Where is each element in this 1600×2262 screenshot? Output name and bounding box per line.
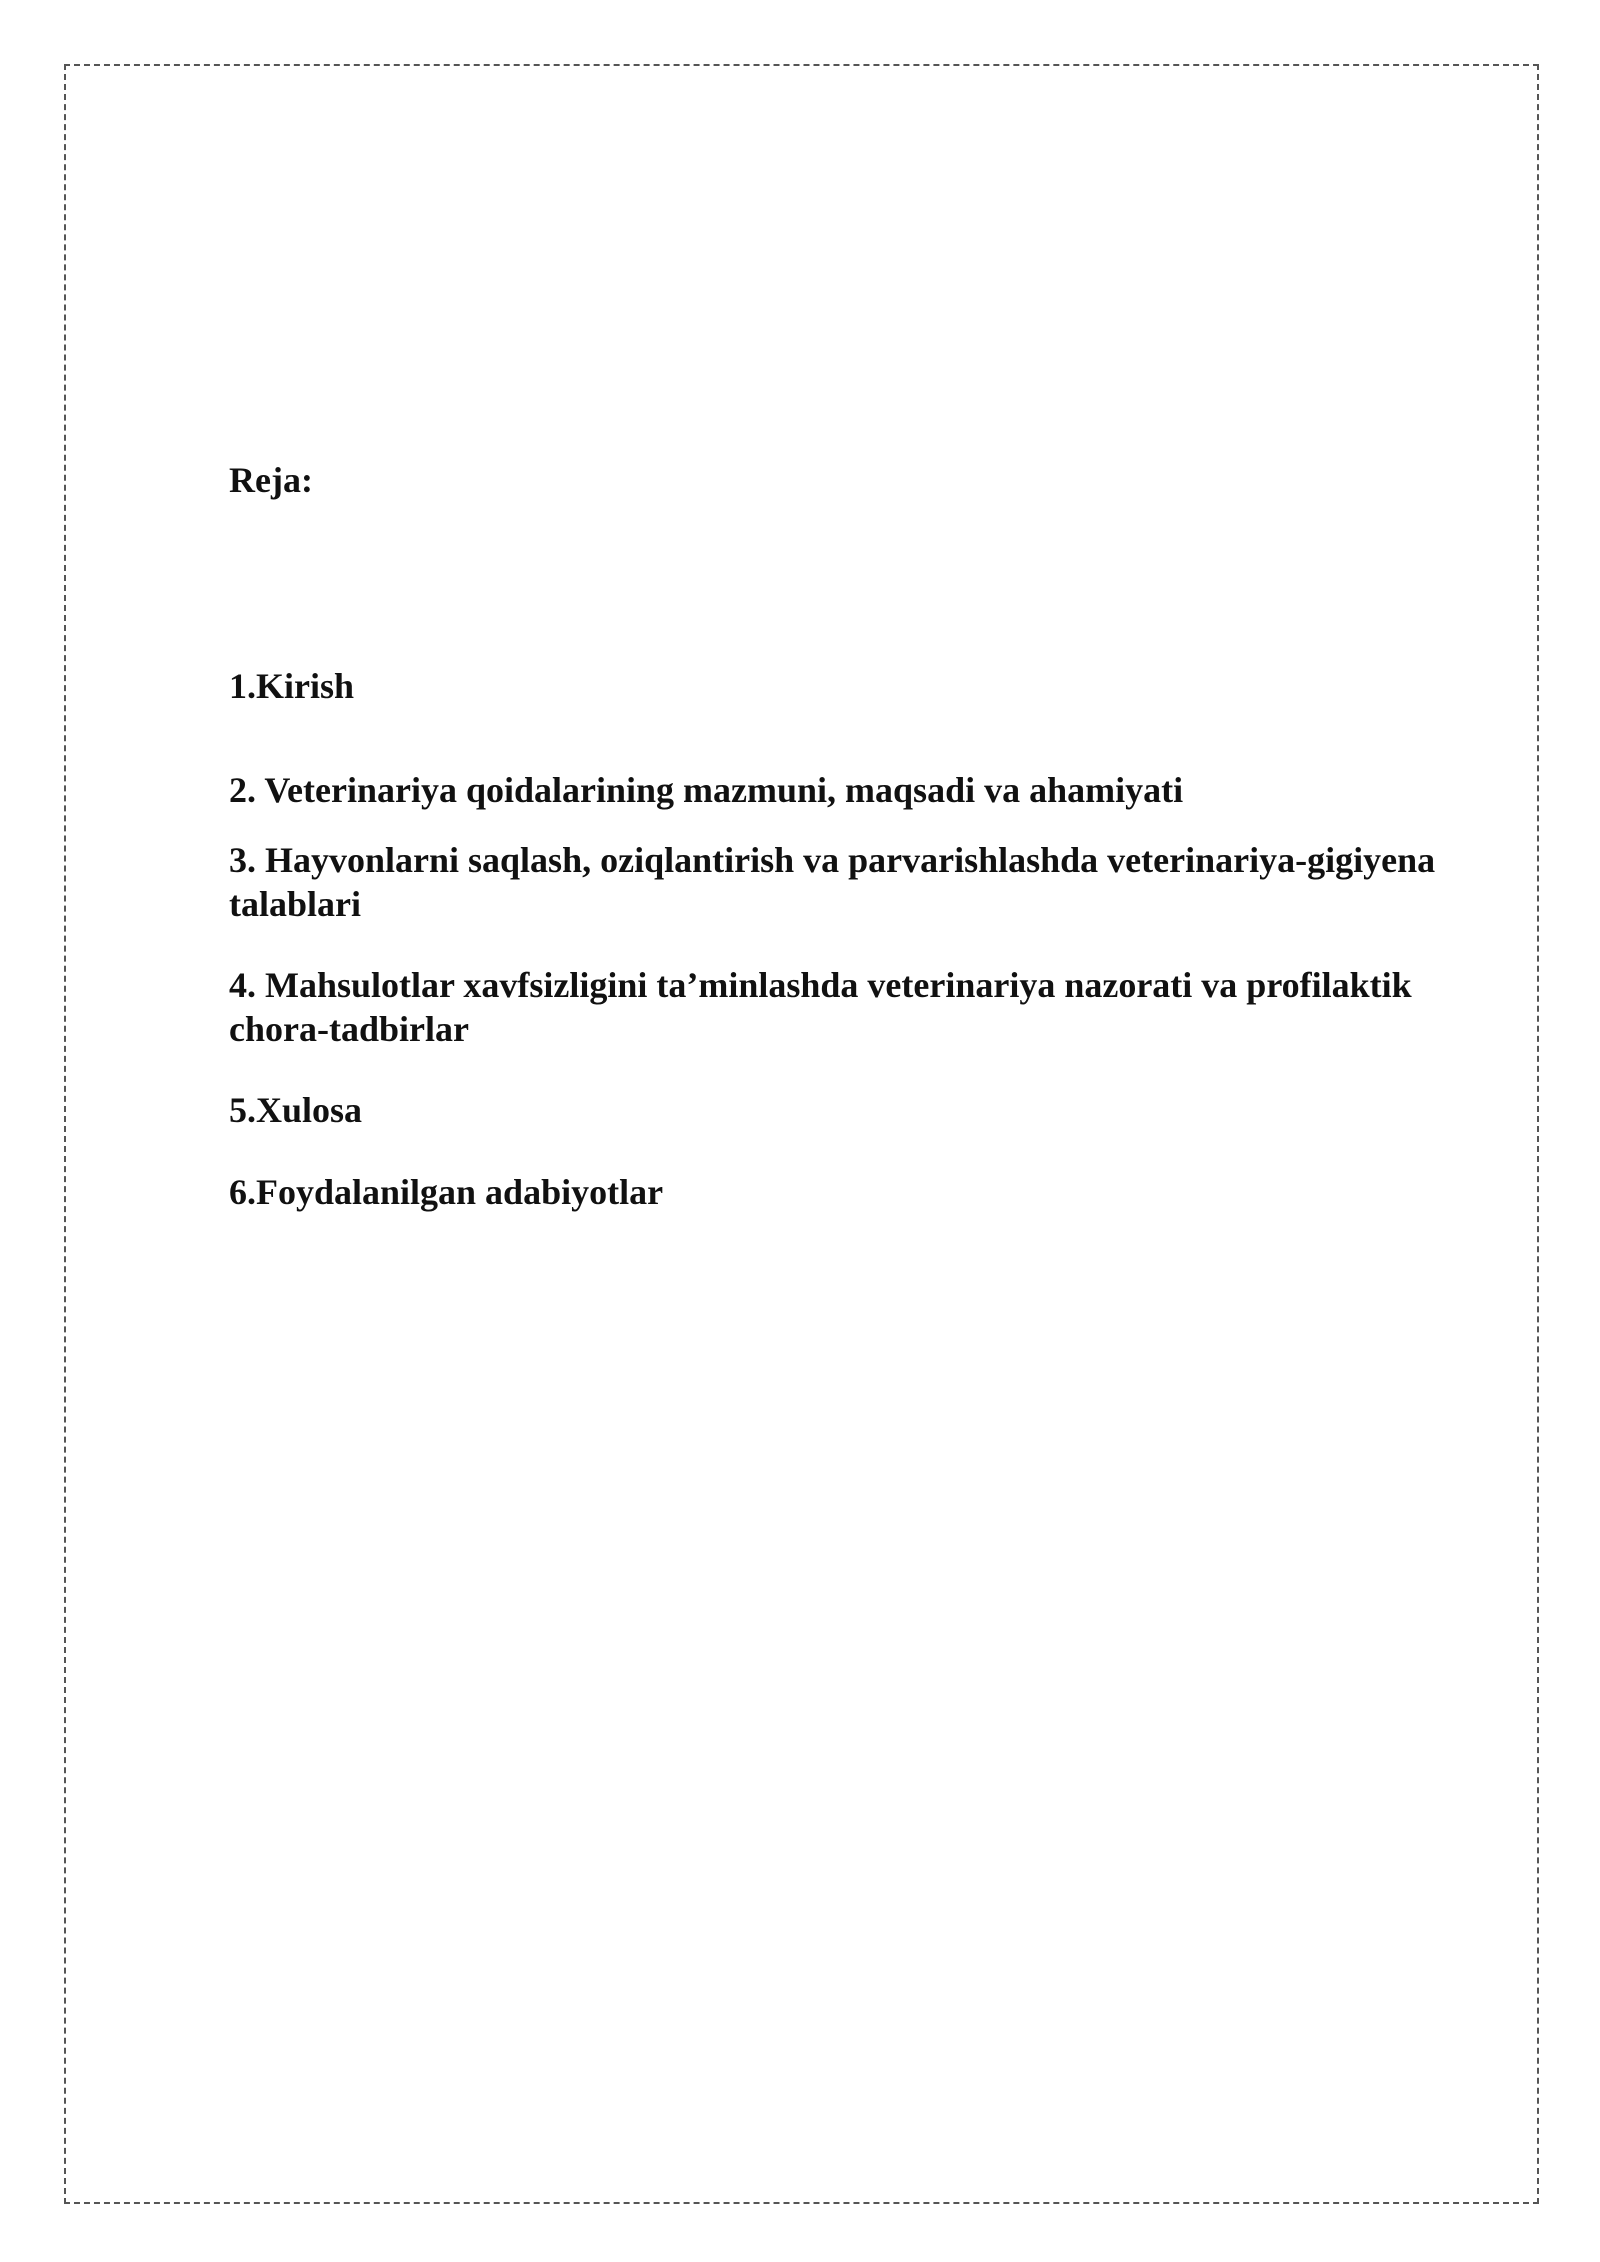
plan-item-veterinary-rules: 2. Veterinariya qoidalarining mazmuni, maqsadi va ahamiyati [229,770,1184,810]
plan-item-references: 6.Foydalanilgan adabiyotlar [229,1172,664,1212]
plan-item-product-safety: 4. Mahsulotlar xavfsizligini ta’minlashda veterinariya nazorati va profilaktik chora-tadbirlar [229,965,1412,1049]
document-content [229,458,1489,1212]
plan-heading: Reja: [229,460,313,500]
page-border [64,64,1539,2204]
plan-item-conclusion: 5.Xulosa [229,1090,363,1130]
plan-item-introduction: 1.Kirish [229,666,355,706]
plan-item-animal-care: 3. Hayvonlarni saqlash, oziqlantirish va parvarishlashda veterinariya-gigiyena talablari [229,840,1436,924]
